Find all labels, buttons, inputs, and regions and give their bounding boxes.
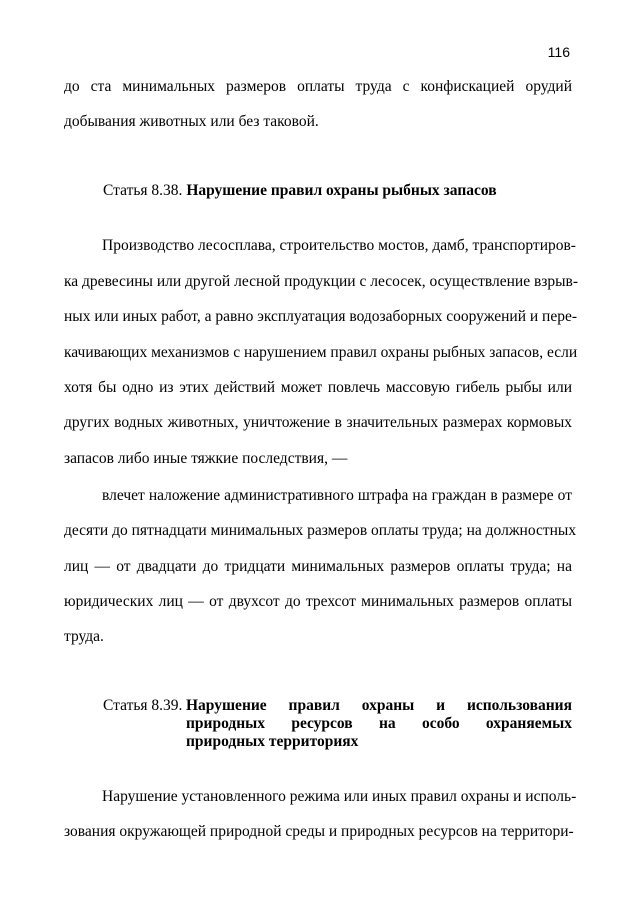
paragraph-line: труда. <box>64 628 104 645</box>
paragraph-line: десяти до пятнадцати минимальных размеров оплаты труда; на должностных <box>64 522 577 539</box>
article-839-title-line: природных ресурсов на особо охраняемых <box>186 715 572 732</box>
article-838-label: Статья 8.38. <box>103 182 187 199</box>
intro-line: до ста минимальных размеров оплаты труда с конфискацией орудий <box>64 78 572 95</box>
paragraph-line: юридических лиц — от двухсот до трехсот минимальных размеров оплаты <box>64 593 572 610</box>
article-838-title: Нарушение правил охраны рыбных запасов <box>186 182 497 199</box>
article-839-label-text: Статья 8.39. <box>103 697 183 714</box>
paragraph-line: Производство лесосплава, строительство мостов, дамб, транспортиров- <box>102 237 576 254</box>
article-839-title-line: природных территориях <box>186 733 359 750</box>
paragraph-line: запасов либо иные тяжкие последствия, — <box>64 450 348 467</box>
paragraph-line: Нарушение установленного режима или иных правил охраны и исполь- <box>102 788 577 805</box>
paragraph-line: ных или иных работ, а равно эксплуатация водозаборных сооружений и пере- <box>64 308 577 325</box>
article-839-title-line: Нарушение правил охраны и использования <box>186 697 572 714</box>
paragraph-line: влечет наложение административного штрафа на граждан в размере от <box>102 487 572 504</box>
article-838-heading <box>103 182 497 200</box>
paragraph-line: хотя бы одно из этих действий может повлечь массовую гибель рыбы или <box>64 379 572 396</box>
paragraph-line: зования окружающей природной среды и природных ресурсов на территори- <box>64 823 574 840</box>
paragraph-line: ка древесины или другой лесной продукции с лесосек, осуществление взрыв- <box>64 273 579 290</box>
article-839-label <box>103 697 182 715</box>
paragraph-line: качивающих механизмов с нарушением правил охраны рыбных запасов, если <box>64 344 578 361</box>
paragraph-line: лиц — от двадцати до тридцати минимальных размеров оплаты труда; на <box>64 558 572 575</box>
page-number: 116 <box>547 44 570 60</box>
intro-line: добывания животных или без таковой. <box>64 113 319 130</box>
paragraph-line: других водных животных, уничтожение в значительных размерах кормовых <box>64 414 572 431</box>
